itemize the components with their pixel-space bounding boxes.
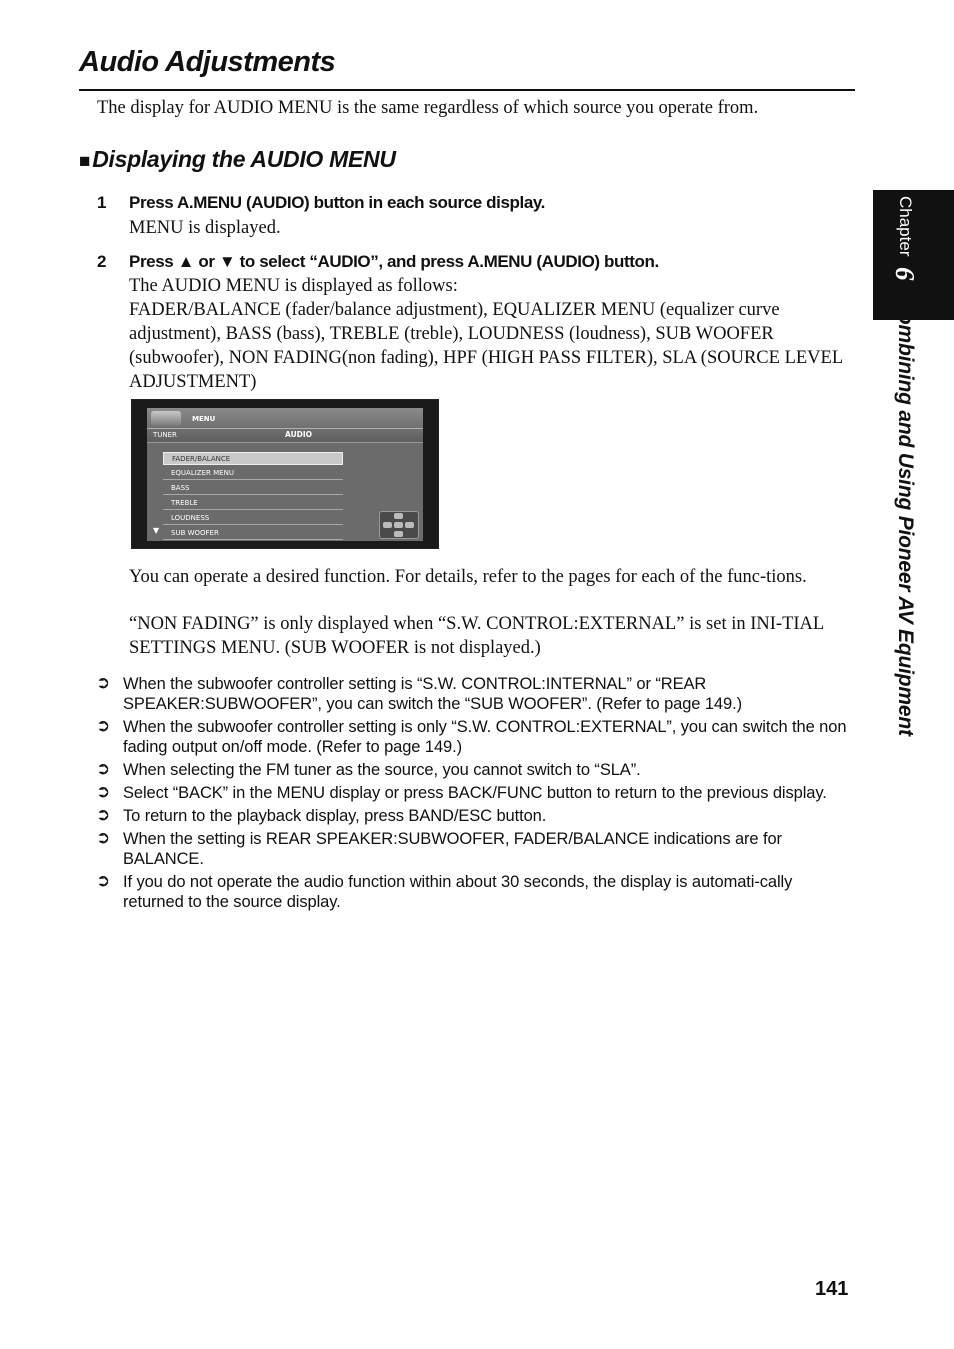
note-arrow-icon: ➲ [96,716,111,736]
note-item [96,806,856,826]
note-item [96,674,856,714]
screen-menu-item: TREBLE [163,497,343,510]
screen-menu-item: SUB WOOFER [163,527,343,540]
note-text: When the subwoofer controller setting is “S.W. CONTROL:INTERNAL” or “REAR SPEAKER:SUBWOOFER”, you can switch the “SUB WOOFER”. (Refer to page 149.) [123,675,742,713]
note-arrow-icon: ➲ [96,871,111,891]
chapter-side-label [876,196,920,916]
screen-menu-item: FADER/BALANCE [163,452,343,465]
after-screen-text-2: “NON FADING” is only displayed when “S.W. CONTROL:EXTERNAL” is set in INI-TIAL SETTINGS MENU. (SUB WOOFER is not displayed.) [129,614,824,658]
screen-source-label: TUNER [153,431,177,439]
screen-audio-label: AUDIO [285,430,313,439]
screen-display [147,408,423,541]
notes-list [96,674,856,915]
step-number: 2 [97,252,107,271]
note-text: If you do not operate the audio function within about 30 seconds, the display is automati-cally returned to the source display. [123,873,793,911]
screen-menu-label: MENU [192,415,216,423]
step-2-result-intro: The AUDIO MENU is displayed as follows: [129,276,458,296]
chapter-label: Chapter [896,196,915,257]
screen-menu-item: EQUALIZER MENU [163,467,343,480]
step-instruction: Press A.MENU (AUDIO) button in each source display. [129,193,546,212]
step-1 [97,193,545,213]
step-1-result: MENU is displayed. [129,218,281,238]
note-item [96,783,856,803]
direction-pad-icon [379,511,419,539]
after-screen-text-1: You can operate a desired function. For details, refer to the pages for each of the func-tions. [129,567,807,587]
note-item [96,872,856,912]
note-arrow-icon: ➲ [96,782,111,802]
note-item [96,717,856,757]
chapter-title: Combining and Using Pioneer AV Equipment [894,296,917,736]
page-title: Audio Adjustments [79,46,336,78]
chapter-number: 6 [890,266,920,281]
note-arrow-icon: ➲ [96,759,111,779]
step-2 [97,252,659,272]
note-item [96,760,856,780]
note-text: When the setting is REAR SPEAKER:SUBWOOFER, FADER/BALANCE indications are for BALANCE. [123,830,782,868]
note-text: To return to the playback display, press BAND/ESC button. [123,807,547,825]
note-text: When the subwoofer controller setting is only “S.W. CONTROL:EXTERNAL”, you can switch the non fading output on/off mode. (Refer to page 149.) [123,718,847,756]
step-instruction: Press ▲ or ▼ to select “AUDIO”, and press A.MENU (AUDIO) button. [129,252,659,271]
audio-menu-screenshot [131,399,439,549]
note-arrow-icon: ➲ [96,828,111,848]
square-bullet-icon: ■ [79,151,91,172]
page-number: 141 [815,1278,849,1300]
source-icon [151,411,181,426]
screen-header [147,408,423,443]
note-arrow-icon: ➲ [96,673,111,693]
section-heading [79,146,396,173]
step-2-result-list: FADER/BALANCE (fader/balance adjustment), EQUALIZER MENU (equalizer curve adjustment), BASS (bass), TREBLE (treble), LOUDNESS (loudness), SUB WOOFER (subwoofer), NON FADING(non fading), HPF (HIGH PASS FILTER), SLA (SOURCE LEVEL ADJUSTMENT) [129,300,843,392]
step-number: 1 [97,193,107,212]
down-triangle-icon: ▼ [153,526,160,535]
screen-menu-item: LOUDNESS [163,512,343,525]
section-heading-text: Displaying the AUDIO MENU [92,146,396,172]
screen-divider [147,428,423,429]
intro-text: The display for AUDIO MENU is the same regardless of which source you operate from. [97,98,759,118]
screen-menu-item: BASS [163,482,343,495]
note-text: Select “BACK” in the MENU display or press BACK/FUNC button to return to the previous display. [123,784,827,802]
note-arrow-icon: ➲ [96,805,111,825]
note-text: When selecting the FM tuner as the source, you cannot switch to “SLA”. [123,761,641,779]
note-item [96,829,856,869]
title-divider [79,89,855,91]
